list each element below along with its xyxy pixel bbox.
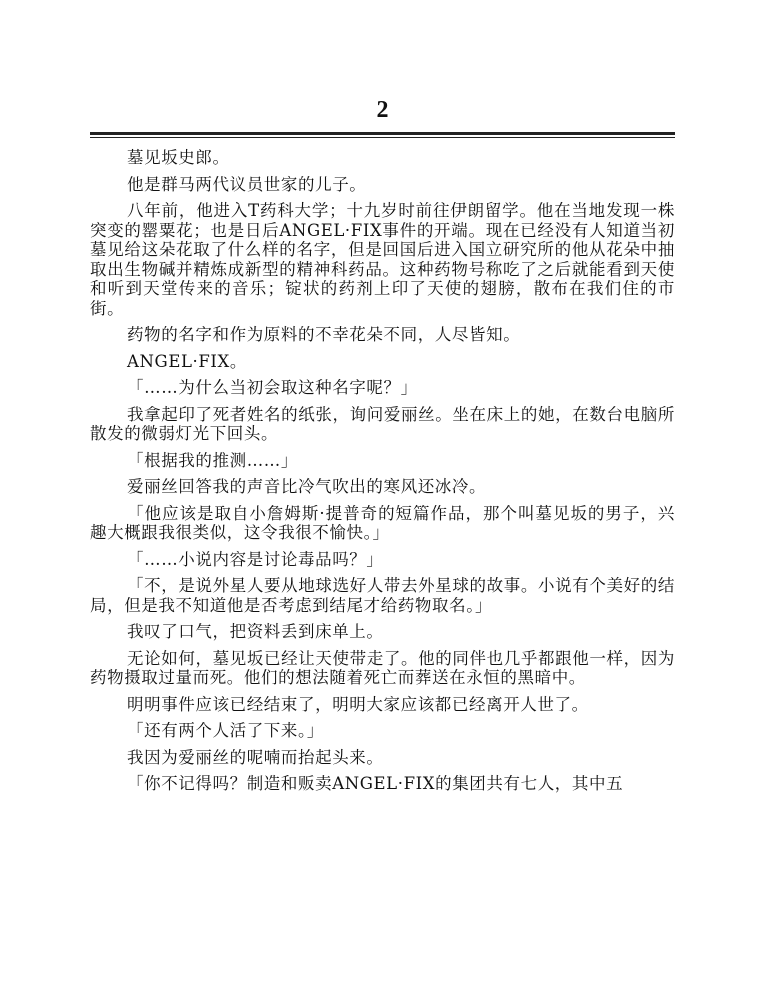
paragraph: 我拿起印了死者姓名的纸张，询问爱丽丝。坐在床上的她，在数台电脑所散发的微弱灯光下回头。: [90, 404, 675, 443]
chapter-number: 2: [376, 97, 389, 123]
header-rule-thin: [90, 137, 675, 138]
paragraph: 我因为爱丽丝的呢喃而抬起头来。: [127, 747, 384, 767]
paragraph: 墓见坂史郎。: [127, 148, 230, 167]
paragraph: 「不，是说外星人要从地球选好人带去外星球的故事。小说有个美好的结局，但是我不知道他是否考虑到结尾才给药物取名。」: [90, 576, 675, 615]
paragraph: ANGEL·FIX。: [127, 351, 247, 371]
paragraph: 八年前，他进入T药科大学；十九岁时前往伊朗留学。他在当地发现一株突变的罂粟花；也是日后ANGEL·FIX事件的开端。现在已经没有人知道当初墓见给这朵花取了什么样的名字，但是回国后进入国立研究所的他从花朵中抽取出生物碱并精炼成新型的精神科药品。这种药物号称吃了之后就能看到天使和听到天堂传来的音乐；锭状的药剂上印了天使的翅膀，散布在我们住的市街。: [90, 201, 675, 318]
paragraph: 我叹了口气，把资料丢到床单上。: [127, 622, 384, 641]
paragraph: 明明事件应该已经结束了，明明大家应该都已经离开人世了。: [127, 694, 589, 714]
body-text: [90, 148, 675, 801]
paragraph: 药物的名字和作为原料的不幸花朵不同，人尽皆知。: [127, 325, 521, 344]
paragraph: 他是群马两代议员世家的儿子。: [127, 174, 367, 194]
header-rule-thick: [90, 132, 675, 135]
paragraph: 「你不记得吗？制造和贩卖ANGEL·FIX的集团共有七人，其中五: [127, 774, 624, 793]
paragraph: 「……为什么当初会取这种名字呢？」: [127, 378, 418, 397]
paragraph: 「他应该是取自小詹姆斯·提普奇的短篇作品，那个叫墓见坂的男子，兴趣大概跟我很类似，这令我很不愉快。」: [90, 503, 675, 542]
paragraph: 爱丽丝回答我的声音比冷气吹出的寒风还冰冷。: [127, 477, 487, 496]
paragraph: 无论如何，墓见坂已经让天使带走了。他的同伴也几乎都跟他一样，因为药物摄取过量而死。他们的想法随着死亡而葬送在永恒的黑暗中。: [90, 648, 675, 687]
paragraph: 「还有两个人活了下来。」: [127, 721, 324, 740]
paragraph: 「……小说内容是讨论毒品吗？」: [127, 549, 384, 569]
paragraph: 「根据我的推测……」: [127, 450, 298, 470]
